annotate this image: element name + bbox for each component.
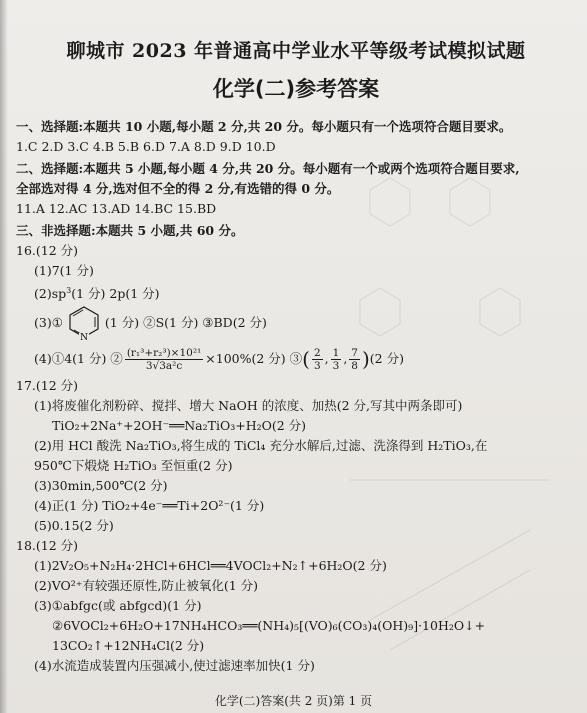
q18-part1: (1)2V₂O₅+N₂H₄·2HCl+6HCl══4VOCl₂+N₂↑+6H₂O(2 分) bbox=[34, 558, 387, 574]
scan-shadow bbox=[0, 0, 8, 713]
q18-part2: (2)VO²⁺有较强还原性,防止被氧化(1 分) bbox=[34, 578, 259, 594]
q17-part4: (4)正(1 分) TiO₂+4e⁻══Ti+2O²⁻(1 分) bbox=[34, 498, 265, 514]
q16-part4: (4)①4(1 分) ② $\frac{\text{(r₁³+r₂³)×10²¹}}{\text{3√3a²c}}$ ×100%(2 分) ③ ( $\frac{2}{3}$ , $\frac{1}{3}$ , $\frac{7}{8}$ ) (2 分) bbox=[34, 346, 404, 372]
q18-equation-cont: 13CO₂↑+12NH₄Cl(2 分) bbox=[52, 638, 205, 654]
q17-heading: 17.(12 分) bbox=[16, 378, 79, 394]
page-footer: 化学(二)答案(共 2 页)第 1 页 bbox=[214, 694, 373, 708]
section3-heading: 三、非选择题:本题共 5 小题,共 60 分。 bbox=[16, 223, 244, 238]
q17-part5: (5)0.15(2 分) bbox=[34, 518, 114, 534]
q18-part3: (3)①abfgc(或 abfgcd)(1 分) bbox=[34, 598, 202, 614]
q18-part4: (4)水流造成装置内压强减小,使过滤速率加快(1 分) bbox=[34, 658, 315, 674]
density-formula: $\frac{\text{(r₁³+r₂³)×10²¹}}{\text{3√3a²c}}$ bbox=[126, 346, 202, 372]
q17-equation1: TiO₂+2Na⁺+2OH⁻══Na₂TiO₃+H₂O(2 分) bbox=[52, 418, 307, 434]
pyridine-structure bbox=[67, 305, 101, 341]
q16-part2: $(2)sp^3(1$ 分) 2p(1 分) bbox=[34, 286, 160, 302]
section2-heading: 二、选择题:本题共 5 小题,每小题 4 分,共 20 分。每小题有一个或两个选项符合题目要求, bbox=[16, 161, 520, 176]
section1-heading: 一、选择题:本题共 10 小题,每小题 2 分,共 20 分。每小题只有一个选项符合题目要求。 bbox=[16, 119, 512, 134]
q17-part3: (3)30min,500℃(2 分) bbox=[34, 478, 168, 494]
q18-heading: 18.(12 分) bbox=[16, 538, 79, 554]
q17-part2: (2)用 HCl 酸洗 Na₂TiO₃,将生成的 TiCl₄ 充分水解后,过滤、洗涤得到 H₂TiO₃,在 bbox=[34, 438, 488, 454]
section2-answers: 11.A 12.AC 13.AD 14.BC 15.BD bbox=[16, 201, 217, 216]
q17-part1: (1)将废催化剂粉碎、搅拌、增大 NaOH 的浓度、加热(2 分,写其中两条即可) bbox=[34, 398, 463, 414]
q16-part1: (1)7(1 分) bbox=[34, 263, 94, 278]
q18-equation: ②6VOCl₂+6H₂O+17NH₄HCO₃══(NH₄)₅[(VO)₆(CO₃)₄(OH)₉]·10H₂O↓+ bbox=[52, 618, 486, 634]
document-body bbox=[16, 36, 576, 676]
section2-heading-cont: 全部选对得 4 分,选对但不全的得 2 分,有选错的得 0 分。 bbox=[16, 181, 340, 196]
q16-part3: (3)① N (1 分) ②S(1 分) ③BD(2 分) bbox=[16, 304, 576, 342]
answer-subtitle: 化学(二)参考答案 bbox=[212, 77, 380, 101]
section1-answers: 1.C 2.D 3.C 4.B 5.B 6.D 7.A 8.D 9.D 10.D bbox=[16, 139, 276, 154]
exam-title: 聊城市 2023 年普通高中学业水平等级考试模拟试题 bbox=[66, 40, 526, 62]
svg-text:N: N bbox=[79, 333, 88, 342]
q17-part2-cont: 950℃下煅烧 H₂TiO₃ 至恒重(2 分) bbox=[34, 458, 233, 474]
q16-heading: 16.(12 分) bbox=[16, 243, 79, 258]
